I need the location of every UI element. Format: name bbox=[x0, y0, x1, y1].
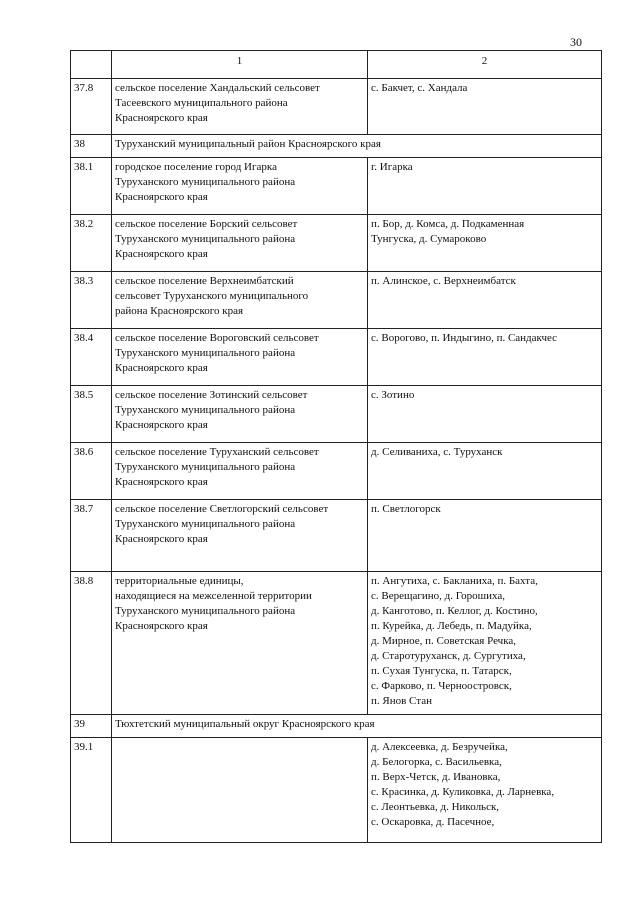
header-cell-col2: 2 bbox=[368, 51, 602, 79]
row-number: 38.6 bbox=[71, 443, 112, 500]
municipality-cell: сельское поселение Туруханский сельсовет Туруханского муниципального района Красноярского края bbox=[112, 443, 368, 500]
table-header-row bbox=[71, 51, 602, 79]
settlements-cell: с. Зотино bbox=[368, 386, 602, 443]
row-number: 38.3 bbox=[71, 272, 112, 329]
municipality-cell: сельское поселение Борский сельсовет Туруханского муниципального района Красноярского края bbox=[112, 215, 368, 272]
section-row bbox=[71, 135, 602, 158]
table-row bbox=[71, 79, 602, 135]
settlements-cell: п. Ангутиха, с. Бакланиха, п. Бахта, с. Верещагино, д. Горошиха, д. Канготово, п. Келлог, д. Костино, п. Курейка, д. Лебедь, п. Мадуйка, д. Мирное, п. Советская Речка, д. Старотуруханск, д. Сургутиха, п. Сухая Тунгуска, п. Татарск, с. Фарково, п. Черноостровск, п. Янов Стан bbox=[368, 572, 602, 715]
municipality-cell: сельское поселение Светлогорский сельсовет Туруханского муниципального района Красноярского края bbox=[112, 500, 368, 572]
settlements-cell: п. Светлогорск bbox=[368, 500, 602, 572]
municipality-cell: сельское поселение Зотинский сельсовет Туруханского муниципального района Красноярского края bbox=[112, 386, 368, 443]
header-cell-number bbox=[71, 51, 112, 79]
section-title: Туруханский муниципальный район Красноярского края bbox=[112, 135, 602, 158]
row-number: 38.4 bbox=[71, 329, 112, 386]
municipality-cell: сельское поселение Верхнеимбатский сельсовет Туруханского муниципального района Красноярского края bbox=[112, 272, 368, 329]
table-row bbox=[71, 572, 602, 715]
row-number: 38.7 bbox=[71, 500, 112, 572]
row-number: 38 bbox=[71, 135, 112, 158]
table-row bbox=[71, 738, 602, 843]
table-row bbox=[71, 386, 602, 443]
municipality-cell: территориальные единицы, находящиеся на межселенной территории Туруханского муниципального района Красноярского края bbox=[112, 572, 368, 715]
municipality-cell: городское поселение город Игарка Туруханского муниципального района Красноярского края bbox=[112, 158, 368, 215]
section-title: Тюхтетский муниципальный округ Красноярского края bbox=[112, 715, 602, 738]
settlements-cell: п. Алинское, с. Верхнеимбатск bbox=[368, 272, 602, 329]
table-row bbox=[71, 443, 602, 500]
table-row bbox=[71, 158, 602, 215]
row-number: 39 bbox=[71, 715, 112, 738]
row-number: 38.1 bbox=[71, 158, 112, 215]
row-number: 39.1 bbox=[71, 738, 112, 843]
table-row bbox=[71, 500, 602, 572]
section-row bbox=[71, 715, 602, 738]
municipality-cell bbox=[112, 738, 368, 843]
municipality-cell: сельское поселение Вороговский сельсовет Туруханского муниципального района Красноярского края bbox=[112, 329, 368, 386]
municipality-cell: сельское поселение Хандальский сельсовет Тасеевского муниципального района Красноярского края bbox=[112, 79, 368, 135]
table-row bbox=[71, 272, 602, 329]
row-number: 38.2 bbox=[71, 215, 112, 272]
page-number: 30 bbox=[570, 35, 582, 49]
settlements-cell: с. Ворогово, п. Индыгино, п. Сандакчес bbox=[368, 329, 602, 386]
settlements-cell: д. Алексеевка, д. Безручейка, д. Белогорка, с. Васильевка, п. Верх-Четск, д. Ивановка, с. Красинка, д. Куликовка, д. Ларневка, с. Леонтьевка, д. Никольск, с. Оскаровка, д. Пасечное, bbox=[368, 738, 602, 843]
header-cell-col1: 1 bbox=[112, 51, 368, 79]
row-number: 38.8 bbox=[71, 572, 112, 715]
table-row bbox=[71, 215, 602, 272]
settlements-cell: с. Бакчет, с. Хандала bbox=[368, 79, 602, 135]
table-row bbox=[71, 329, 602, 386]
row-number: 37.8 bbox=[71, 79, 112, 135]
settlements-table bbox=[70, 50, 602, 843]
settlements-cell: г. Игарка bbox=[368, 158, 602, 215]
row-number: 38.5 bbox=[71, 386, 112, 443]
settlements-cell: п. Бор, д. Комса, д. Подкаменная Тунгуска, д. Сумароково bbox=[368, 215, 602, 272]
settlements-cell: д. Селиваниха, с. Туруханск bbox=[368, 443, 602, 500]
